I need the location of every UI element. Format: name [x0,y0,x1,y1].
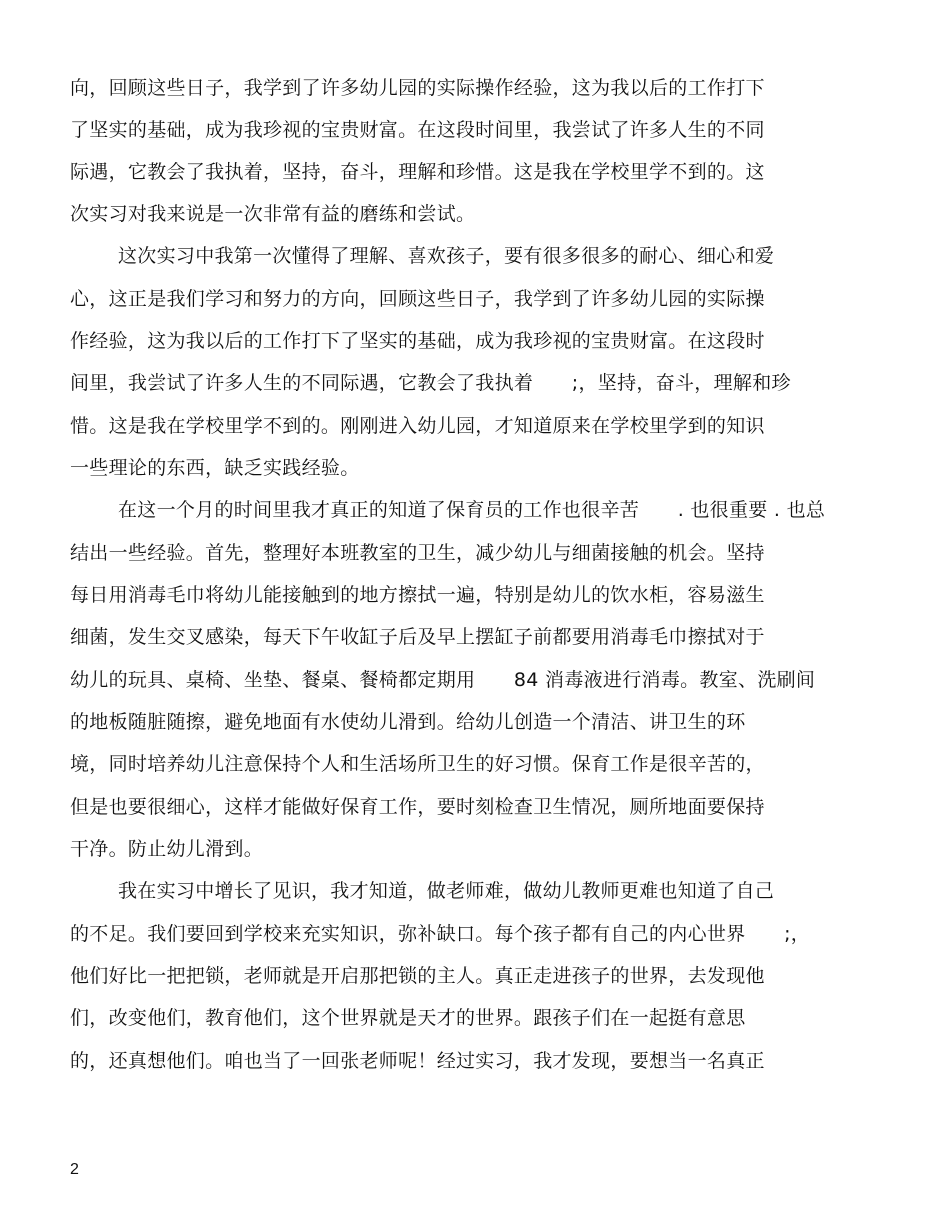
text-line: 干净。防止幼儿滑到。 [70,838,264,860]
text-line: 幼儿的玩具、桌椅、坐垫、餐桌、餐椅都定期用 84 消毒液进行消毒。教室、洗刷间 [70,669,816,691]
text-line: 的不足。我们要回到学校来充实知识，弥补缺口。每个孩子都有自己的内心世界 ;， [70,923,811,945]
text-line: 的，还真想他们。咱也当了一回张老师呢！经过实习，我才发现，要想当一名真正 [70,1050,765,1072]
text-line: 每日用消毒毛巾将幼儿能接触到的地方擦拭一遍，特别是幼儿的饮水柜，容易滋生 [70,584,765,606]
text-line: 了坚实的基础，成为我珍视的宝贵财富。在这段时间里，我尝试了许多人生的不同 [70,119,765,141]
text-line: 细菌，发生交叉感染，每天下午收缸子后及早上摆缸子前都要用消毒毛巾擦拭对于 [70,626,765,648]
text-line: 一些理论的东西，缺乏实践经验。 [70,457,360,479]
text-line: 间里，我尝试了许多人生的不同际遇，它教会了我执着 ;，坚持，奋斗，理解和珍 [70,372,791,394]
text-line: 我在实习中增长了见识，我才知道，做老师难，做幼儿教师更难也知道了自己 [118,880,775,902]
text-line: 结出一些经验。首先，整理好本班教室的卫生，减少幼儿与细菌接触的机会。坚持 [70,542,765,564]
text-line: 但是也要很细心，这样才能做好保育工作，要时刻检查卫生情况，厕所地面要保持 [70,796,765,818]
text-line: 的地板随脏随擦，避免地面有水使幼儿滑到。给幼儿创造一个清洁、讲卫生的环 [70,711,746,733]
text-line: 在这一个月的时间里我才真正的知道了保育员的工作也很辛苦 . 也很重要 . 也总 [118,499,826,521]
text-line: 他们好比一把把锁，老师就是开启那把锁的主人。真正走进孩子的世界，去发现他 [70,965,765,987]
text-line: 际遇，它教会了我执着，坚持，奋斗，理解和珍惜。这是我在学校里学不到的。这 [70,161,765,183]
text-line: 们，改变他们，教育他们，这个世界就是天才的世界。跟孩子们在一起挺有意思 [70,1007,746,1029]
text-line: 惜。这是我在学校里学不到的。刚刚进入幼儿园，才知道原来在学校里学到的知识 [70,415,765,437]
text-line: 作经验，这为我以后的工作打下了坚实的基础，成为我珍视的宝贵财富。在这段时 [70,330,765,352]
text-line: 境，同时培养幼儿注意保持个人和生活场所卫生的好习惯。保育工作是很辛苦的， [70,753,765,775]
text-line: 向，回顾这些日子，我学到了许多幼儿园的实际操作经验，这为我以后的工作打下 [70,77,765,99]
text-line: 次实习对我来说是一次非常有益的磨练和尝试。 [70,203,476,225]
page-number: 2 [70,1161,79,1178]
text-line: 这次实习中我第一次懂得了理解、喜欢孩子，要有很多很多的耐心、细心和爱 [118,245,775,267]
text-line: 心，这正是我们学习和努力的方向，回顾这些日子，我学到了许多幼儿园的实际操 [70,288,765,310]
